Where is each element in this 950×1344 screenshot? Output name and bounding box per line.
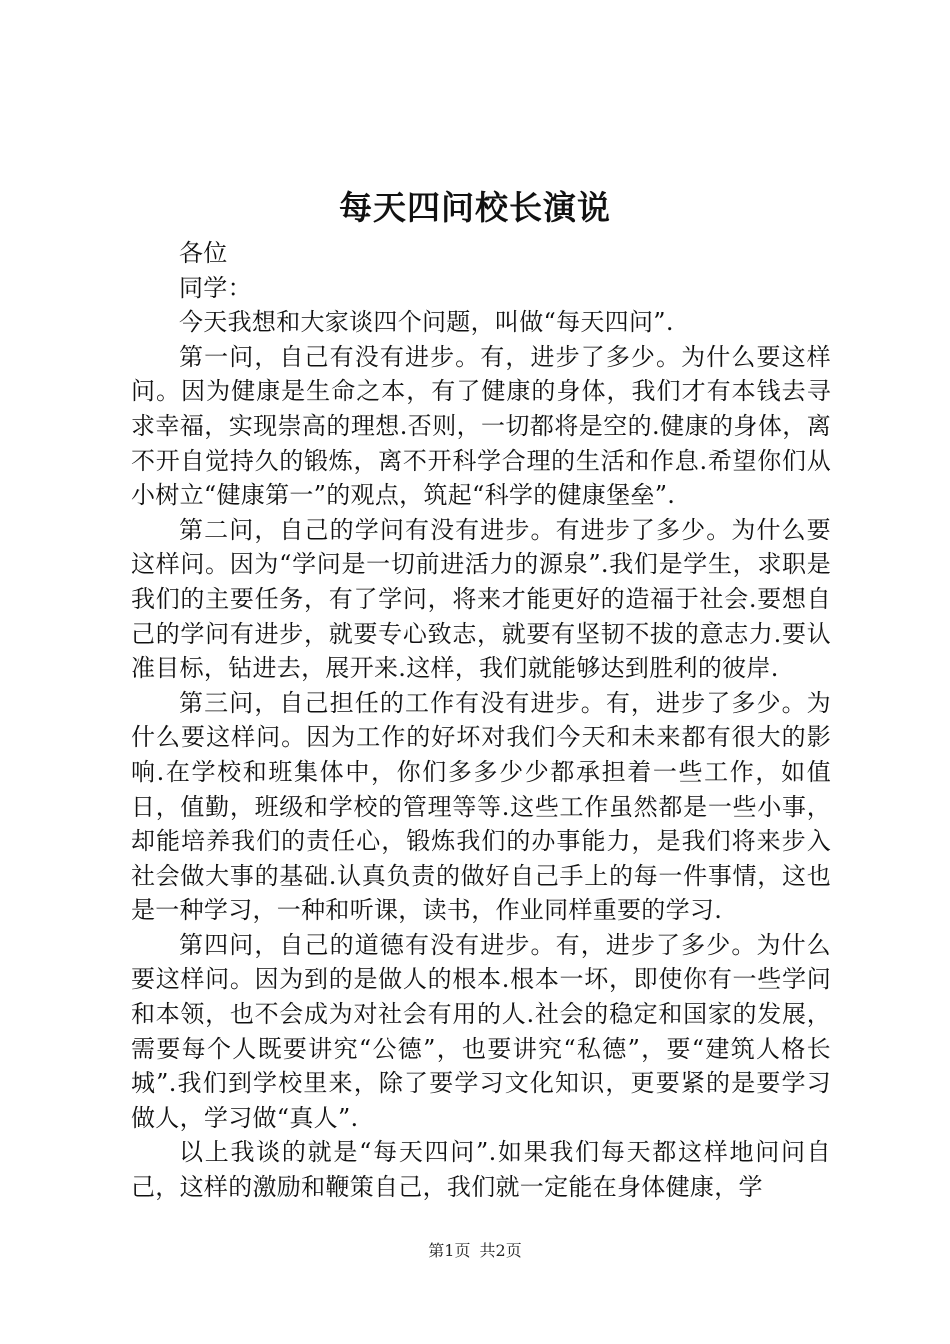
document-title: 每天四问校长演说 <box>339 188 611 227</box>
paragraph-question-3: 第三问，自己担任的工作有没有进步。有，进步了多少。为什么要这样问。因为工作的好坏对我们今天和未来都有很大的影响.在学校和班集体中，你们多多少少都承担着一些工作，如值日，值勤，班级和学校的管理等等.这些工作虽然都是一些小事，却能培养我们的责任心，锻炼我们的办事能力，是我们将来步入社会做大事的基础.认真负责的做好自己手上的每一件事情，这也是一种学习，一种和听课，读书，作业同样重要的学习. <box>131 688 831 925</box>
paragraph-question-4: 第四问，自己的道德有没有进步。有，进步了多少。为什么要这样问。因为到的是做人的根本.根本一坏，即使你有一些学问和本领，也不会成为对社会有用的人.社会的稳定和国家的发展，需要每个人既要讲究“公德”，也要讲究“私德”，要“建筑人格长城”.我们到学校里来，除了要学习文化知识，更要紧的是要学习做人，学习做“真人”. <box>131 930 831 1132</box>
document-body <box>131 236 831 1205</box>
intro-paragraph: 今天我想和大家谈四个问题，叫做“每天四问”. <box>179 308 674 337</box>
paragraph-question-2: 第二问，自己的学问有没有进步。有进步了多少。为什么要这样问。因为“学问是一切前进活力的源泉”.我们是学生，求职是我们的主要任务，有了学问，将来才能更好的造福于社会.要想自己的学问有进步，就要专心致志，就要有坚韧不拔的意志力.要认准目标，钻进去，展开来.这样，我们就能够达到胜利的彼岸. <box>131 515 831 683</box>
page-number: 第1页 <box>428 1241 471 1260</box>
salutation-line-2: 同学： <box>179 273 252 302</box>
page-total: 共2页 <box>479 1241 522 1260</box>
conclusion-paragraph: 以上我谈的就是“每天四问”.如果我们每天都这样地问问自己，这样的激励和鞭策自己，我们就一定能在身体健康，学 <box>131 1138 831 1202</box>
paragraph-question-1: 第一问，自己有没有进步。有，进步了多少。为什么要这样问。因为健康是生命之本，有了健康的身体，我们才有本钱去寻求幸福，实现崇高的理想.否则，一切都将是空的.健康的身体，离不开自觉持久的锻炼，离不开科学合理的生活和作息.希望你们从小树立“健康第一”的观点，筑起“科学的健康堡垒”. <box>131 342 831 510</box>
salutation-line-1: 各位 <box>179 239 228 267</box>
page-footer <box>0 1238 950 1261</box>
